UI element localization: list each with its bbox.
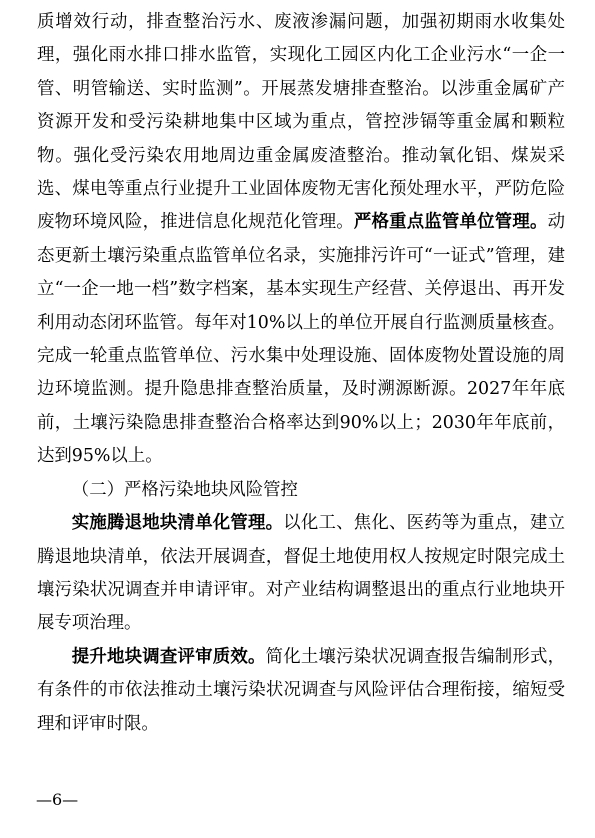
paragraph-pollution-control — [37, 6, 565, 474]
paragraph-vacated-land — [37, 507, 565, 641]
paragraph-3-text: 简化土壤污染状况调查报告编制形式，有条件的市依法推动土壤污染状况调查与风险评估合理衔接，缩短受理和评审时限。 — [37, 646, 565, 734]
paragraph-3-bold-lead: 提升地块调查评审质效。 — [71, 646, 266, 667]
paragraph-1-bold-lead: 严格重点监管单位管理。 — [353, 212, 548, 233]
body-text — [37, 6, 565, 741]
section-heading: （二）严格污染地块风险管控 — [71, 479, 298, 500]
paragraph-survey-quality — [37, 641, 565, 741]
paragraph-1-continuation: 动态更新土壤污染重点监管单位名录，实施排污许可“一证式”管理，建立“一企一地一档”数字档案，基本实现生产经营、关停退出、再开发利用动态闭环监管。每年对10%以上的单位开展自行监测质量核查。完成一轮重点监管单位、污水集中处理设施、固体废物处置设施的周边环境监测。提升隐患排查整治质量，及时溯源断源。2027年年底前，土壤污染隐患排查整治合格率达到90%以上；2030年年底前，达到95%以上。 — [37, 212, 565, 467]
paragraph-1-text: 质增效行动，排查整治污水、废液渗漏问题，加强初期雨水收集处理，强化雨水排口排水监管，实现化工园区内化工企业污水“一企一管、明管输送、实时监测”。开展蒸发塘排查整治。以涉重金属矿产资源开发和受污染耕地集中区域为重点，管控涉镉等重金属和颗粒物。强化受污染农用地周边重金属废渣整治。推动氧化铝、煤炭采选、煤电等重点行业提升工业固体废物无害化预处理水平，严防危险废物环境风险，推进信息化规范化管理。 — [37, 12, 565, 233]
paragraph-2-text: 以化工、焦化、医药等为重点，建立腾退地块清单，依法开展调查，督促土地使用权人按规定时限完成土壤污染状况调查并申请评审。对产业结构调整退出的重点行业地块开展专项治理。 — [37, 513, 565, 634]
paragraph-2-bold-lead: 实施腾退地块清单化管理。 — [71, 513, 284, 534]
page-number: —6— — [36, 790, 79, 809]
